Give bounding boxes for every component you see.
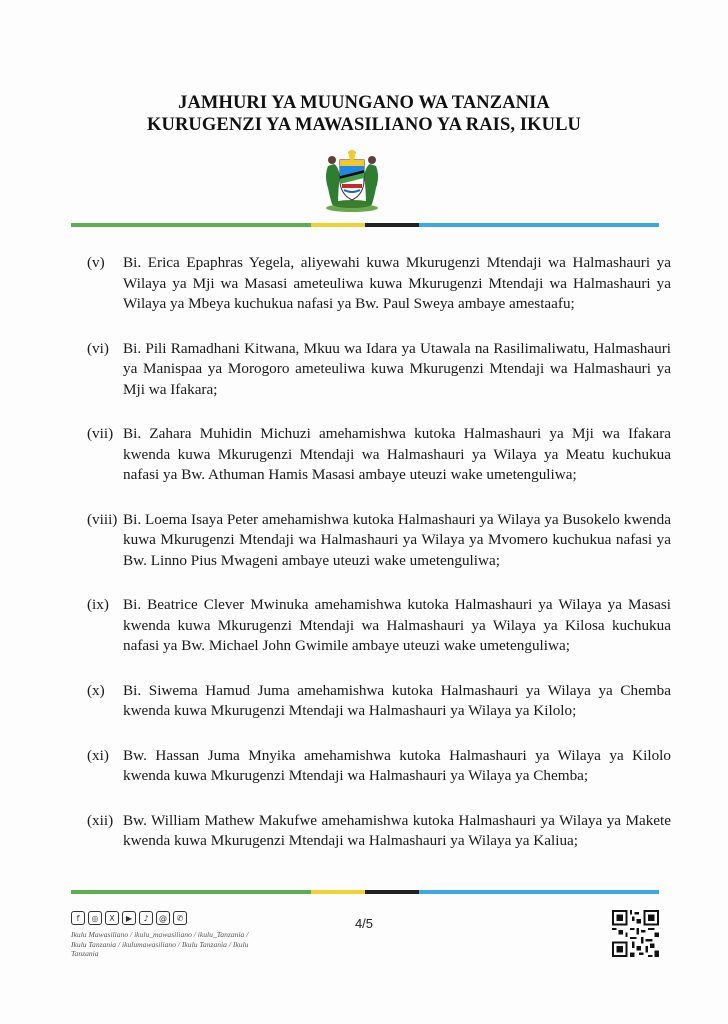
list-item: [87, 510, 671, 572]
item-number: (xii): [87, 811, 114, 829]
appointment-list: [87, 253, 671, 876]
page-number: 4/5: [354, 916, 374, 931]
threads-icon[interactable]: @: [156, 911, 170, 925]
coat-of-arms-icon: [318, 146, 386, 214]
item-number: (x): [87, 681, 105, 699]
item-number: (ix): [87, 596, 109, 613]
header-title-line1: JAMHURI YA MUUNGANO WA TANZANIA: [178, 93, 550, 113]
list-item: [87, 681, 671, 722]
item-text: Bw. William Mathew Makufwe amehamishwa kutoka Halmashauri ya Wilaya ya Makete kwenda kuwa Mkurugenzi Mtendaji wa Halmashauri ya Wilaya ya Kaliua;: [123, 811, 671, 849]
item-text: Bi. Loema Isaya Peter amehamishwa kutoka Halmashauri ya Wilaya ya Busokelo kwenda kuwa Mkurugenzi Mtendaji wa Halmashauri ya Wilaya ya Mvomero kuchukua nafasi ya Bw. Linno Pius Mwageni ambaye uteuzi wake umetenguliwa;: [123, 510, 671, 569]
footer-stripe-yellow: [311, 890, 365, 894]
item-number: (v): [87, 254, 105, 271]
item-number: (xi): [87, 746, 109, 764]
item-text: Bi. Pili Ramadhani Kitwana, Mkuu wa Idara ya Utawala na Rasilimaliwatu, Halmashauri ya Manispaa ya Morogoro ameteuliwa kuwa Mkurugenzi Mtendaji wa Halmashauri ya Mji wa Ifakara;: [123, 339, 671, 398]
instagram-icon[interactable]: ◎: [88, 911, 102, 925]
footer-stripe-blue: [419, 890, 659, 894]
youtube-icon[interactable]: ▶: [122, 911, 136, 925]
item-text: Bi. Siwema Hamud Juma amehamishwa kutoka Halmashauri ya Wilaya ya Chemba kwenda kuwa Mkurugenzi Mtendaji wa Halmashauri ya Wilaya ya Kilolo;: [123, 681, 671, 719]
header-stripe-green: [71, 223, 311, 227]
header-stripe-blue: [419, 223, 659, 227]
list-item: [87, 595, 671, 657]
social-icons: [71, 911, 187, 925]
facebook-icon[interactable]: f: [71, 911, 85, 925]
qr-code-icon: [612, 910, 659, 957]
footer-stripe-black: [365, 890, 419, 894]
list-item: [87, 253, 671, 315]
header-title-line2: KURUGENZI YA MAWASILIANO YA RAIS, IKULU: [147, 115, 581, 135]
item-number: (viii): [87, 510, 118, 528]
x-icon[interactable]: X: [105, 911, 119, 925]
item-text: Bi. Zahara Muhidin Michuzi amehamishwa kutoka Halmashauri ya Mji wa Ifakara kwenda kuwa Mkurugenzi Mtendaji wa Halmashauri ya Wilaya ya Meatu kuchukua nafasi ya Bw. Athuman Hamis Masasi ambaye uteuzi wake umetenguliwa;: [123, 425, 671, 483]
item-text: Bi. Beatrice Clever Mwinuka amehamishwa kutoka Halmashauri ya Wilaya ya Masasi kwenda kuwa Mkurugenzi Mtendaji wa Halmashauri ya Wilaya ya Kilosa kuchukua nafasi ya Bw. Michael John Gwimile ambaye uteuzi wake umetenguliwa;: [123, 596, 671, 654]
list-item: [87, 746, 671, 787]
list-item: [87, 424, 671, 486]
header-stripe-black: [365, 223, 419, 227]
social-handles: Ikulu Mawasiliano / ikulu_mawasiliano / ikulu_Tanzania / Ikulu Tanzania / ikulumawasiliano / Ikulu Tanzania / Ikulu Tanzania: [71, 930, 249, 959]
item-text: Bw. Hassan Juma Mnyika amehamishwa kutoka Halmashauri ya Wilaya ya Kilolo kwenda kuwa Mkurugenzi Mtendaji wa Halmashauri ya Wilaya ya Chemba;: [123, 746, 671, 784]
item-number: (vii): [87, 425, 114, 442]
item-number: (vi): [87, 339, 109, 357]
whatsapp-icon[interactable]: ✆: [173, 911, 187, 925]
item-text: Bi. Erica Epaphras Yegela, aliyewahi kuwa Mkurugenzi Mtendaji wa Halmashauri ya Wilaya ya Mji wa Masasi ameteuliwa kuwa Mkurugenzi Mtendaji wa Halmashauri ya Wilaya ya Mbeya kuchukua nafasi ya Bw. Paul Sweya ambaye amestaafu;: [123, 254, 671, 312]
header-stripe-yellow: [311, 223, 365, 227]
footer-stripe-green: [71, 890, 311, 894]
list-item: [87, 811, 671, 852]
list-item: [87, 339, 671, 401]
tiktok-icon[interactable]: ♪: [139, 911, 153, 925]
